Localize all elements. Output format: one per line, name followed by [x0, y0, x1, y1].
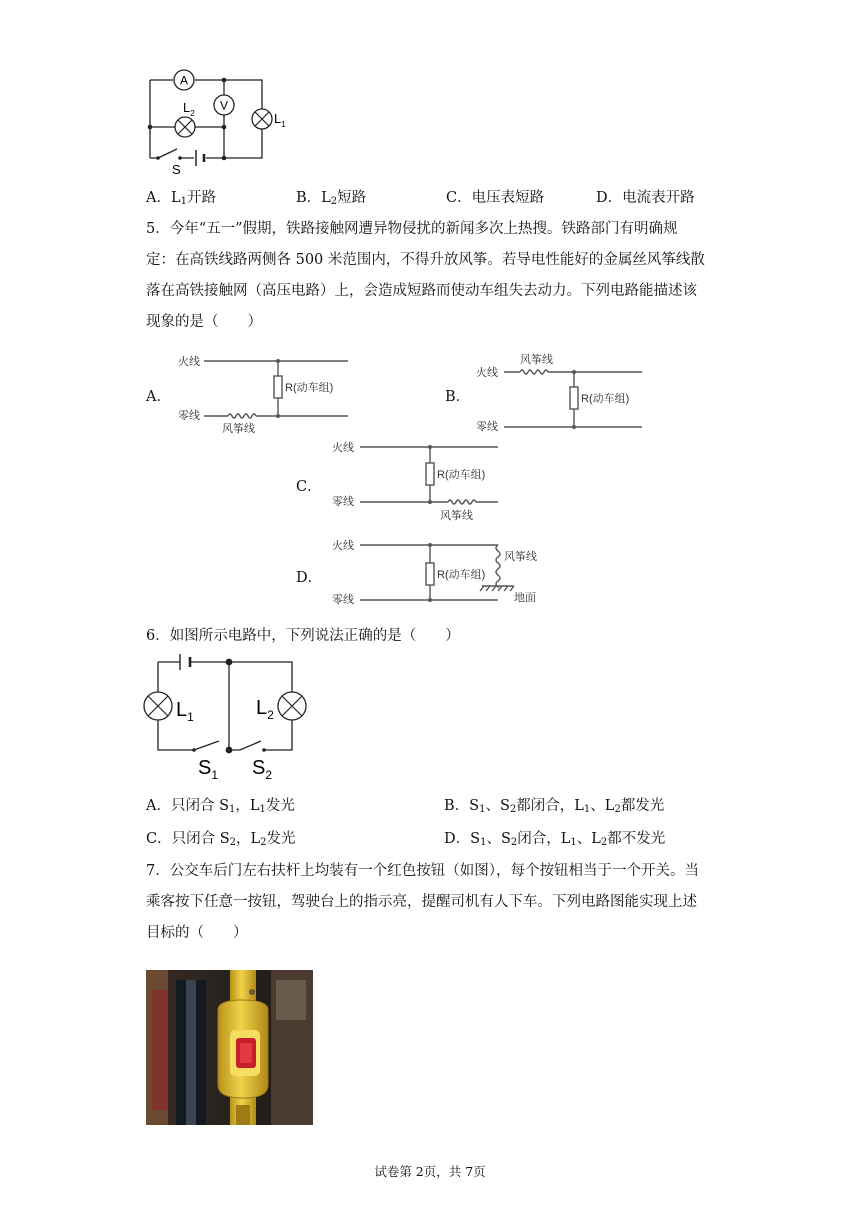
neutral-wire-label: 零线 [178, 410, 200, 422]
voltmeter-label: V [219, 98, 229, 113]
neutral-wire-label: 零线 [332, 594, 354, 606]
q4-circuit-figure [140, 64, 300, 176]
kite-line-label: 风筝线 [520, 354, 553, 366]
q4-option-a: A．$L_1$开路 [146, 190, 216, 207]
q7-stem: 7．公交车后门左右扶杆上均装有一个红色按钮（如图），每个按钮相当于一个开关。当 乘客按下任意一按钮，驾驶台上的指示亮，提醒司机有人下车。下列电路图能实现上述 目标的（ ） [146, 863, 699, 941]
live-wire-label: 火线 [332, 442, 354, 454]
ammeter-label: A [179, 73, 189, 88]
q6-lamp-l1-label: $L_1$ [176, 699, 194, 724]
q6-option-d: D．$S_1$、$S_2$闭合，$L_1$、$L_2$都不发光 [444, 831, 666, 848]
q4-option-d: D．电流表开路 [596, 190, 695, 206]
q4-option-c: C．电压表短路 [446, 190, 545, 206]
load-label: R(动车组) [285, 382, 334, 394]
lamp-l1-label: $L_1$ [274, 111, 286, 129]
q6-option-b: B．$S_1$、$S_2$都闭合，$L_1$、$L_2$都发光 [444, 798, 665, 815]
live-wire-label: 火线 [178, 356, 200, 368]
q6-option-a: A．只闭合 $S_1$，$L_1$发光 [146, 798, 295, 815]
q6-option-c: C．只闭合 $S_2$，$L_2$发光 [146, 831, 296, 848]
q5-option-b-label: B． [445, 389, 471, 405]
lamp-l1-symbol [252, 109, 272, 129]
switch-s-label: S [172, 162, 181, 176]
kite-line-label: 风筝线 [440, 510, 473, 522]
kite-line-label: 风筝线 [504, 551, 537, 563]
q4-option-b: B．$L_2$短路 [296, 190, 367, 207]
q6-switch-s1-label: $S_1$ [198, 757, 219, 782]
load-label: R(动车组) [437, 569, 486, 581]
bus-button-photo [146, 970, 313, 1125]
q6-lamp-l2-symbol [278, 692, 306, 720]
q5-figure-b [474, 350, 654, 440]
ground-label: 地面 [514, 592, 536, 604]
lamp-l2-symbol [175, 117, 195, 137]
q5-figure-a [176, 350, 356, 440]
q5-figure-d [330, 530, 550, 612]
q5-option-d-label: D． [296, 570, 323, 586]
page-footer: 试卷第 2页，共 7页 [374, 1164, 486, 1179]
neutral-wire-label: 零线 [476, 421, 498, 433]
q6-circuit-figure [140, 650, 320, 782]
q6-lamp-l2-label: $L_2$ [256, 697, 274, 722]
kite-line-label: 风筝线 [222, 423, 255, 435]
q5-option-c-label: C． [296, 479, 322, 495]
q6-stem: 6．如图所示电路中，下列说法正确的是（ ） [146, 628, 460, 644]
q6-lamp-l1-symbol [144, 692, 172, 720]
neutral-wire-label: 零线 [332, 496, 354, 508]
live-wire-label: 火线 [476, 367, 498, 379]
lamp-l2-label: $L_2$ [183, 100, 195, 118]
load-label: R(动车组) [581, 393, 630, 405]
q5-figure-c [330, 438, 510, 526]
live-wire-label: 火线 [332, 540, 354, 552]
q5-stem: 5．今年“五一”假期，铁路接触网遭异物侵扰的新闻多次上热搜。铁路部门有明确规 定：在高铁线路两侧各 500 米范围内，不得升放风筝。若导电性能好的金属丝风筝线散 落在高铁接触网（高压电路）上，会造成短路而使动车组失去动力。下列电路能描述该 现象的是（ ） [146, 221, 705, 330]
load-label: R(动车组) [437, 469, 486, 481]
q5-option-a-label: A． [146, 389, 171, 405]
q6-switch-s2-label: $S_2$ [252, 757, 273, 782]
